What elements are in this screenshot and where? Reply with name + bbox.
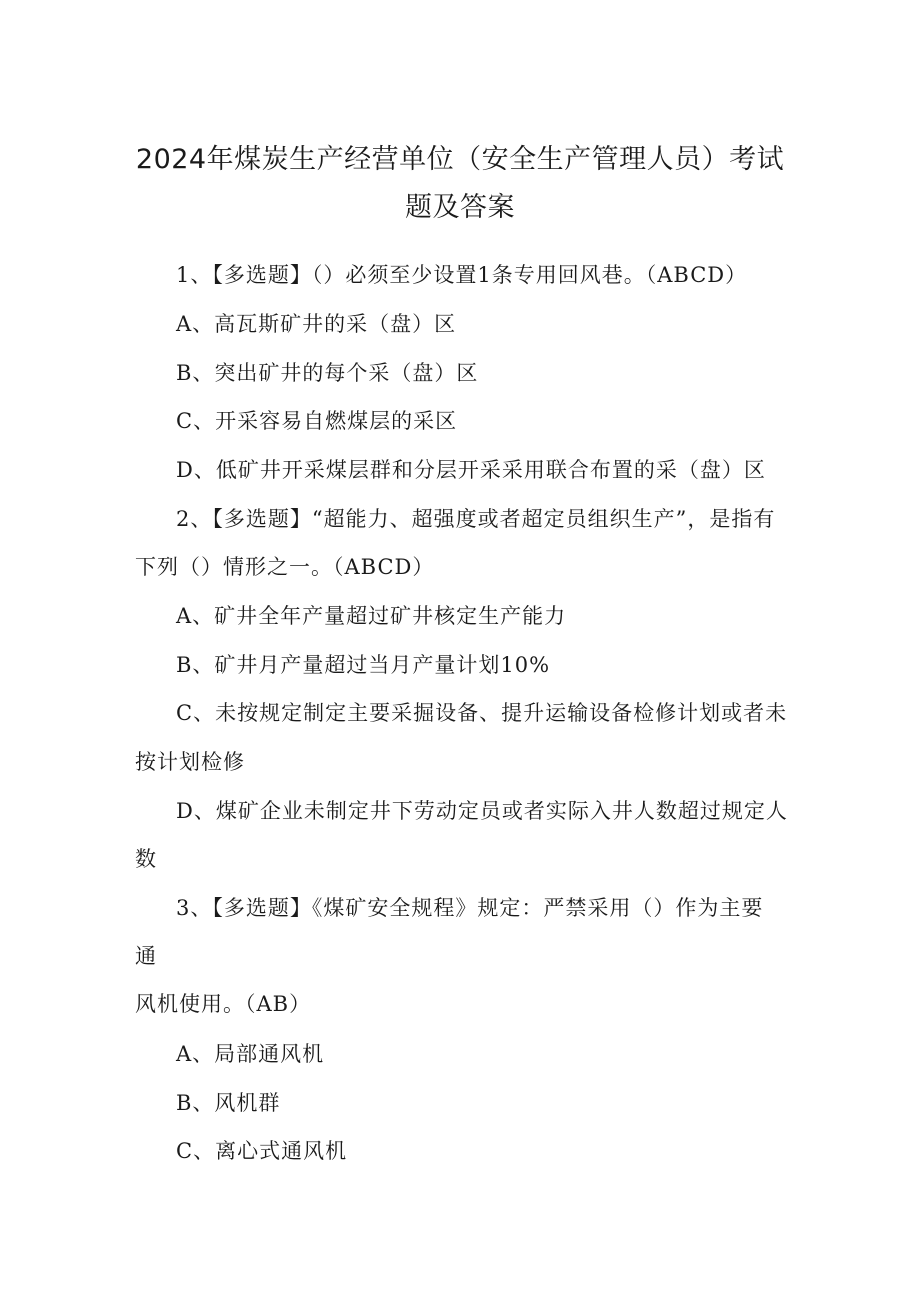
question-3-option-c: C、离心式通风机	[176, 1139, 348, 1163]
question-2-option-d-continued: 数	[135, 847, 157, 871]
question-1-option-b: B、突出矿井的每个采（盘）区	[176, 361, 479, 385]
question-1-option-c: C、开采容易自燃煤层的采区	[176, 409, 458, 433]
document-title	[120, 136, 800, 232]
question-1-stem: 1、【多选题】（）必须至少设置1条专用回风巷。（ABCD）	[176, 263, 748, 287]
question-3-stem-continued-2: 风机使用。（AB）	[135, 992, 312, 1016]
question-2-option-d: D、煤矿企业未制定井下劳动定员或者实际入井人数超过规定人	[176, 799, 788, 823]
question-1-option-d: D、低矿井开采煤层群和分层开采采用联合布置的采（盘）区	[176, 458, 766, 482]
question-2-option-b: B、矿井月产量超过当月产量计划10%	[176, 653, 551, 677]
question-3-stem: 3、【多选题】《煤矿安全规程》规定：严禁采用（）作为主要	[176, 896, 764, 920]
question-2-option-c-continued: 按计划检修	[135, 750, 245, 774]
title-line-1: 2024年煤炭生产经营单位（安全生产管理人员）考试	[135, 144, 785, 175]
question-2-option-a: A、矿井全年产量超过矿井核定生产能力	[176, 604, 567, 628]
question-1-option-a: A、高瓦斯矿井的采（盘）区	[176, 312, 457, 336]
question-3-option-b: B、风机群	[176, 1091, 281, 1115]
question-2-stem: 2、【多选题】“超能力、超强度或者超定员组织生产”，是指有	[176, 507, 776, 531]
question-2-stem-continued: 下列（）情形之一。（ABCD）	[135, 555, 435, 579]
question-3-stem-continued-1: 通	[135, 944, 157, 968]
question-3-option-a: A、局部通风机	[176, 1042, 325, 1066]
title-line-2: 题及答案	[405, 192, 515, 223]
question-2-option-c: C、未按规定制定主要采掘设备、提升运输设备检修计划或者未	[176, 701, 788, 725]
